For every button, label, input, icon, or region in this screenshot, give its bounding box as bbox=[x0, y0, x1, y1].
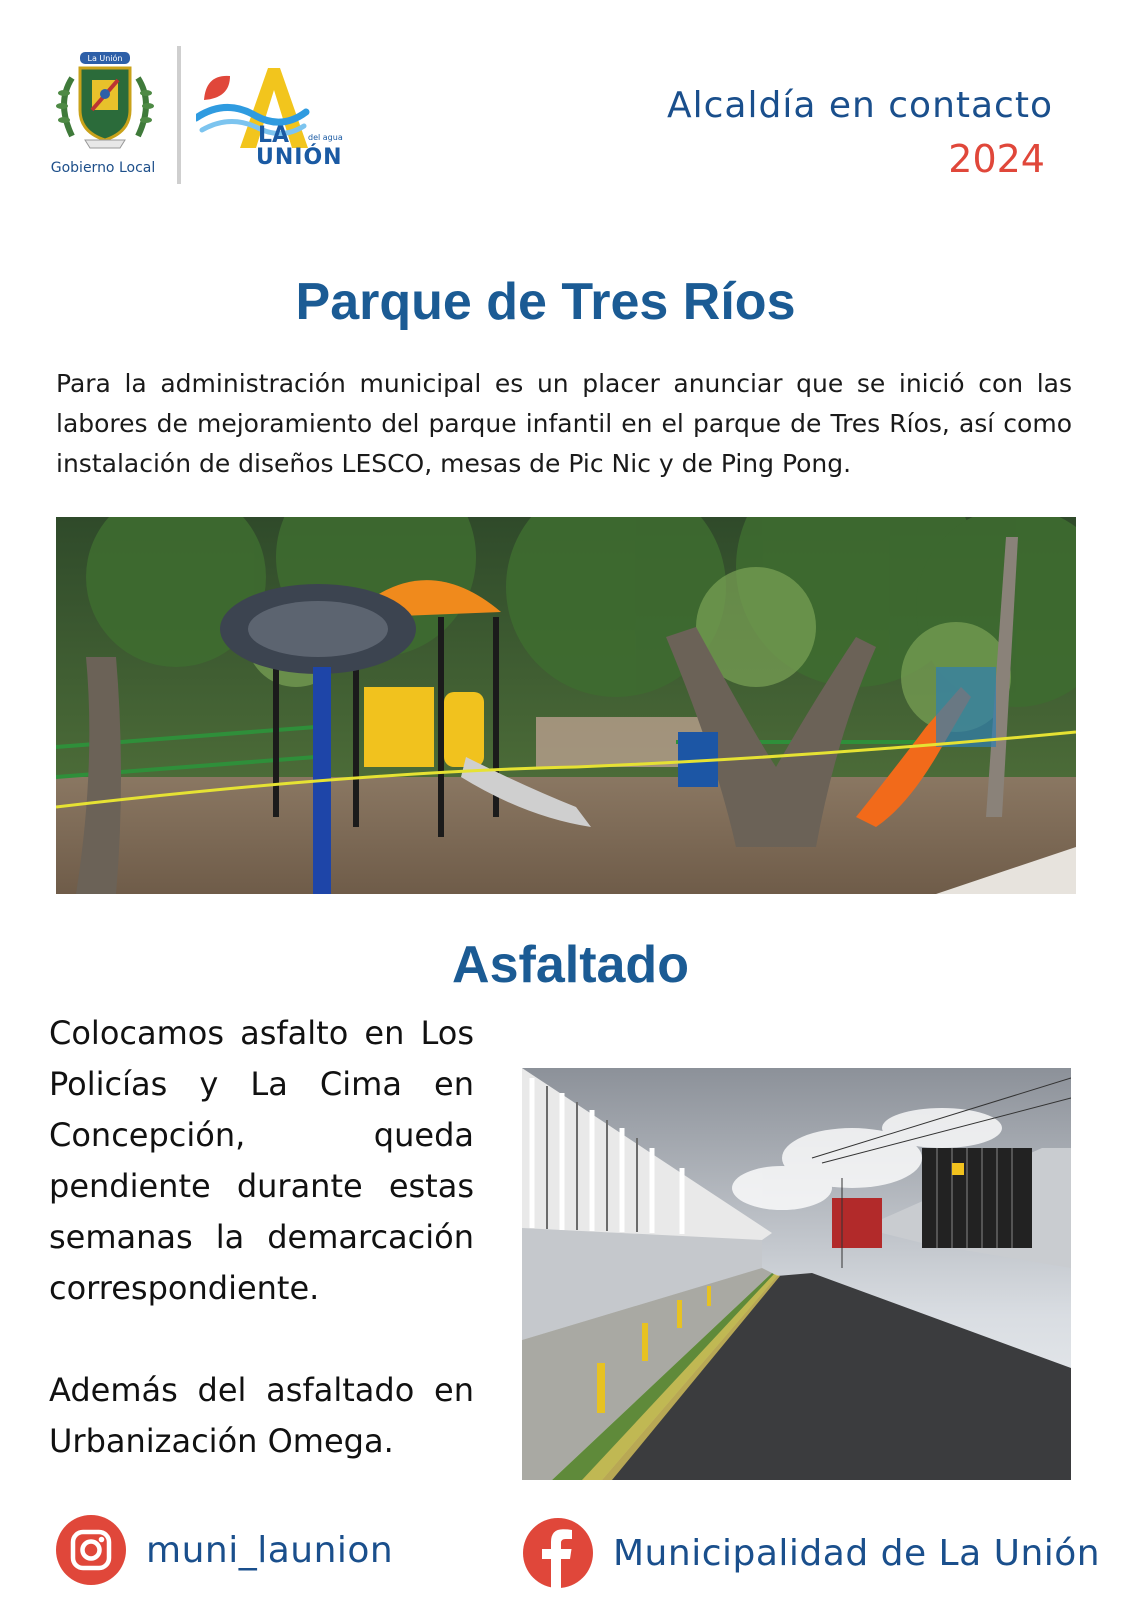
park-section-title: Parque de Tres Ríos bbox=[295, 273, 796, 331]
header-title: Alcaldía en contacto bbox=[667, 85, 1053, 126]
svg-text:LA: LA bbox=[258, 123, 290, 148]
instagram-icon bbox=[56, 1515, 126, 1585]
header-divider bbox=[177, 46, 181, 184]
page-header bbox=[0, 0, 1131, 200]
asphalted-street-photo bbox=[522, 1068, 1071, 1480]
asphalt-paragraph-2: Además del asfaltado en Urbanización Omega. bbox=[49, 1371, 474, 1460]
instagram-link[interactable] bbox=[56, 1515, 393, 1585]
header-year: 2024 bbox=[948, 137, 1045, 181]
svg-text:del agua: del agua bbox=[308, 133, 343, 142]
svg-text:La Unión: La Unión bbox=[87, 54, 123, 63]
facebook-link[interactable] bbox=[523, 1518, 1100, 1588]
playground-photo bbox=[56, 517, 1076, 894]
asphalt-paragraph-1: Colocamos asfalto en Los Policías y La Cima en Concepción, queda pendiente durante estas semanas la demarcación correspondiente. bbox=[49, 1014, 474, 1307]
facebook-page-name: Municipalidad de La Unión bbox=[613, 1532, 1101, 1574]
asphalt-section-title: Asfaltado bbox=[452, 936, 689, 994]
facebook-icon bbox=[523, 1518, 593, 1588]
park-section-body: Para la administración municipal es un placer anunciar que se inició con las labores de mejoramiento del parque infantil en el parque de Tres Ríos, así como instalación de diseños LESCO, mesas de Pic Nic y de Ping Pong. bbox=[56, 369, 1072, 478]
svg-text:UNIÓN: UNIÓN bbox=[256, 145, 343, 170]
municipal-crest-logo bbox=[50, 48, 160, 154]
la-union-logo bbox=[196, 60, 356, 180]
asphalt-section-body bbox=[49, 1008, 474, 1467]
crest-caption: Gobierno Local bbox=[50, 160, 156, 176]
instagram-handle: muni_launion bbox=[146, 1529, 394, 1571]
